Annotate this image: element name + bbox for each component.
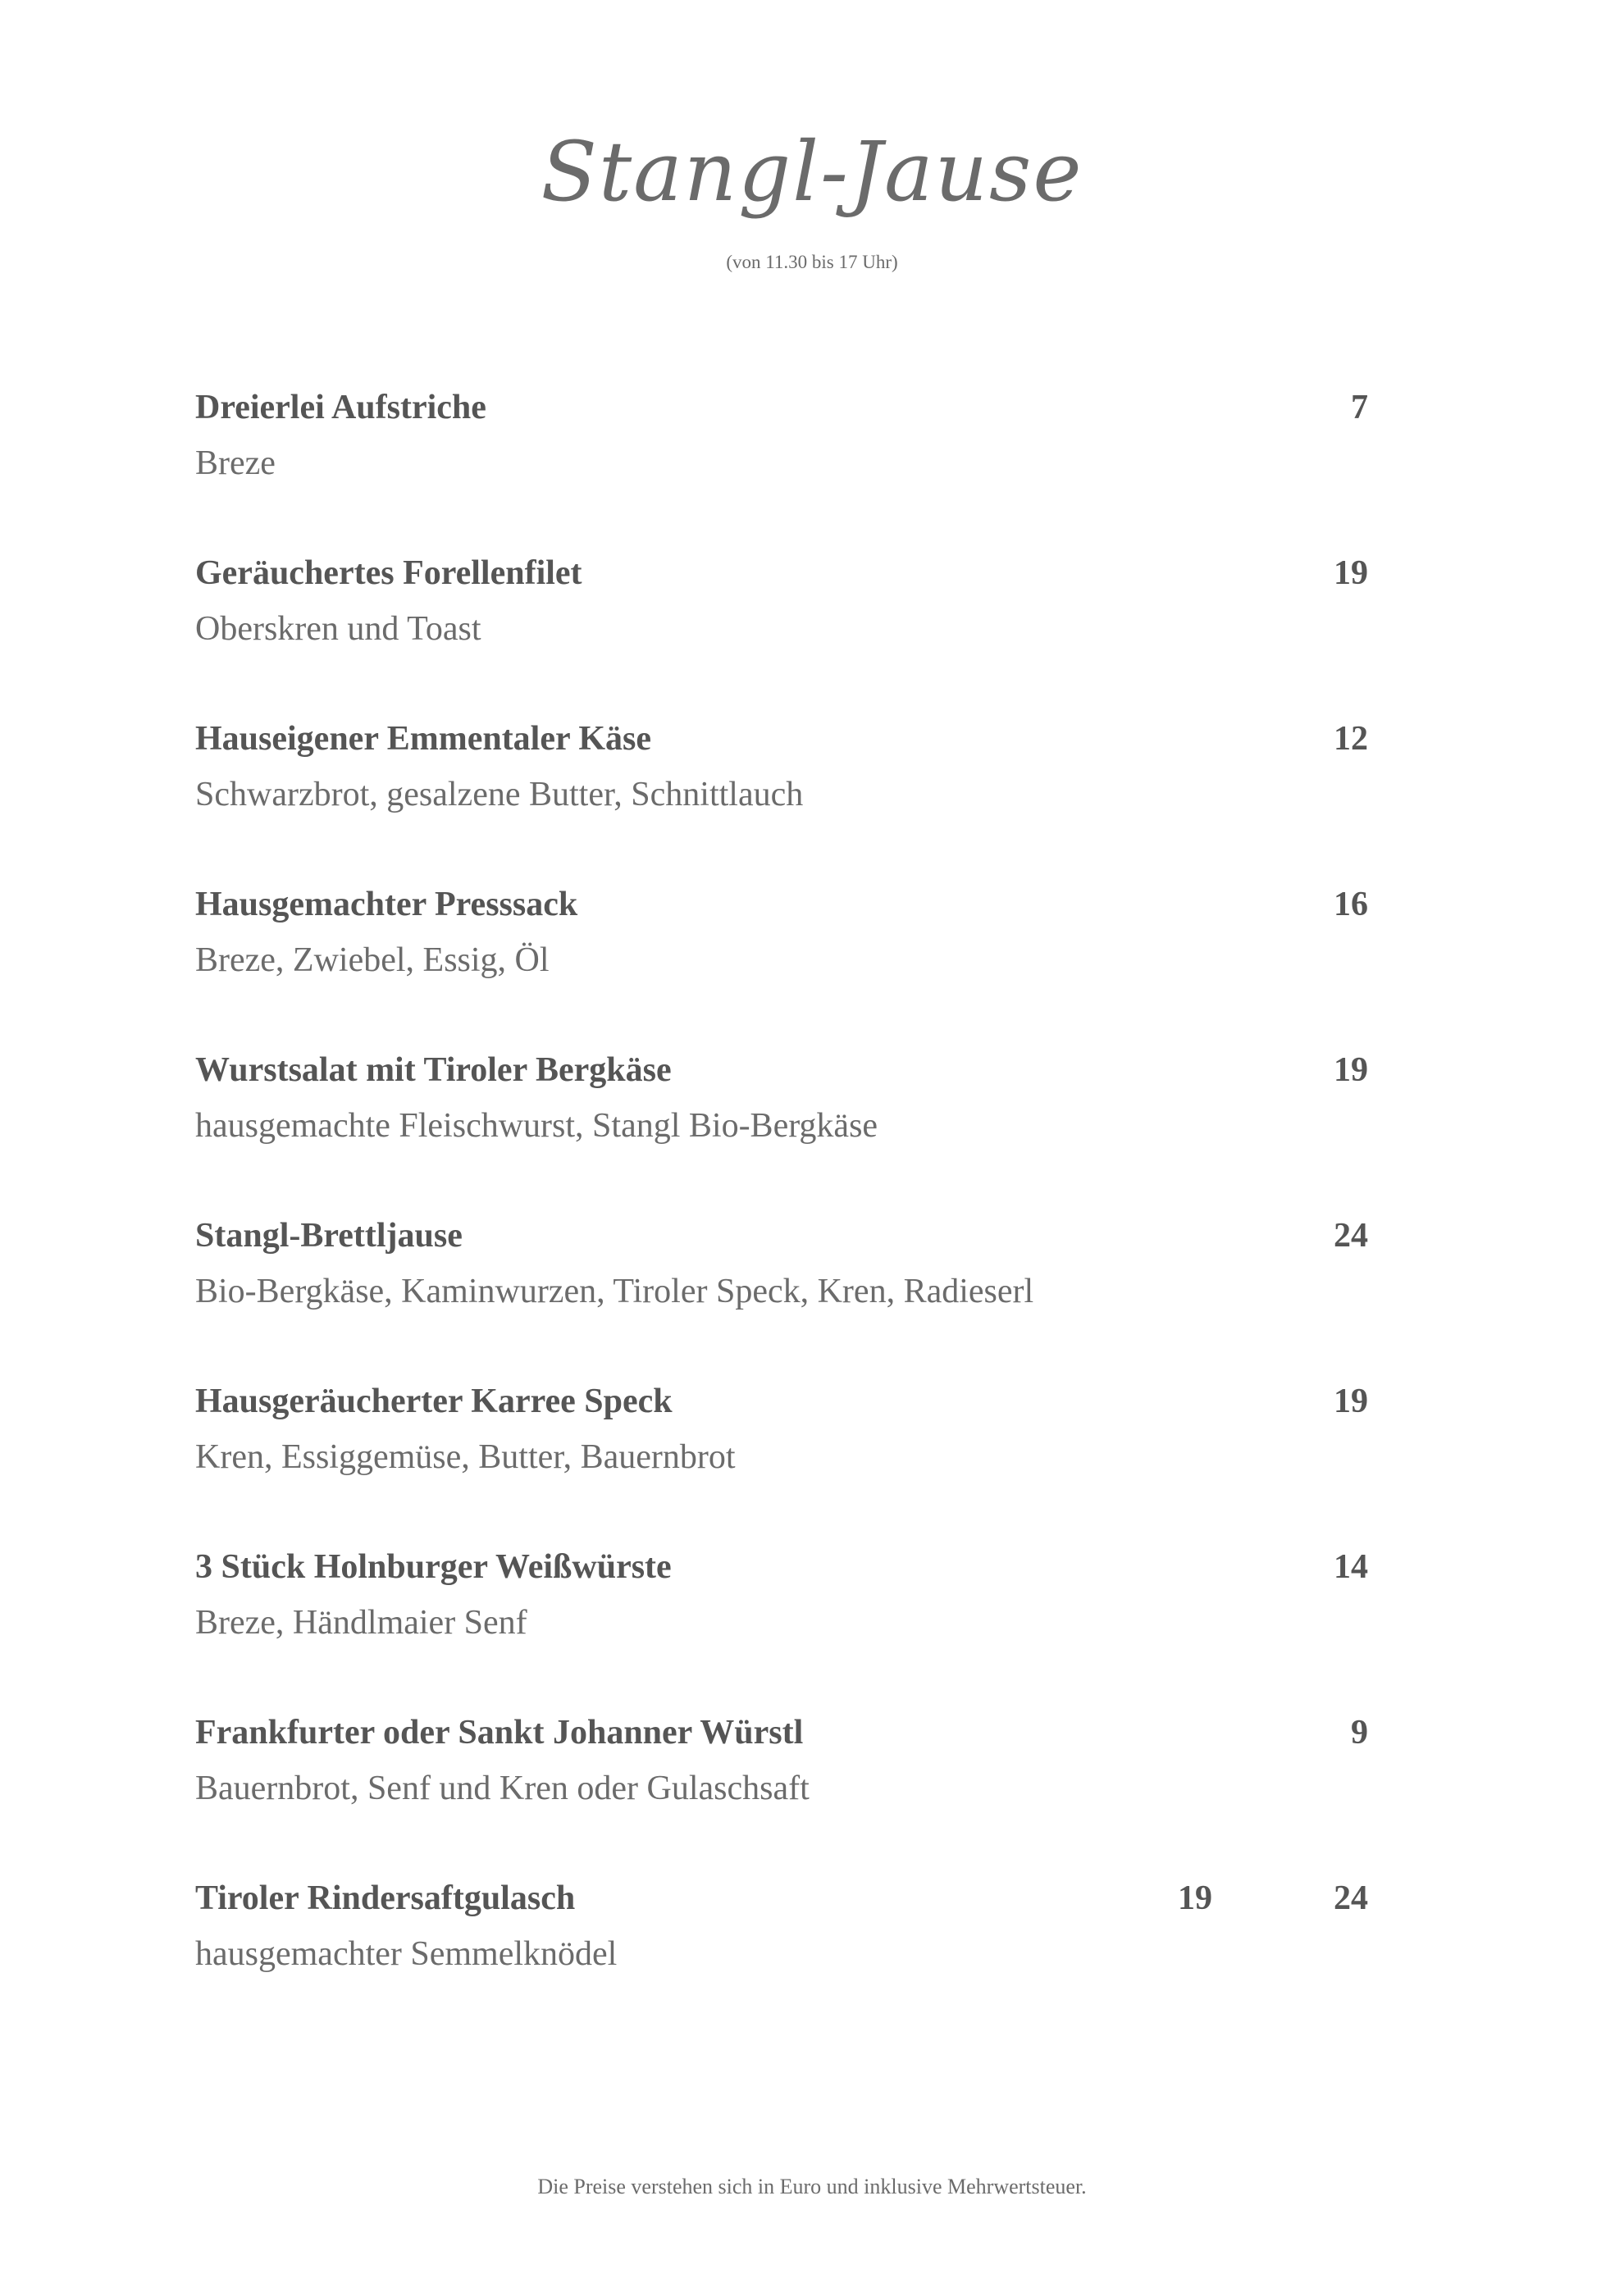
menu-item [195,710,1368,876]
menu-item-name: Frankfurter oder Sankt Johanner Würstl [195,1714,804,1752]
menu-item-name: Hausgeräucherter Karree Speck [195,1383,673,1420]
menu-list [195,379,1368,2035]
menu-item [195,1538,1368,1704]
menu-item [195,1041,1368,1207]
menu-item-price: 14 [1334,1548,1368,1586]
menu-item-price-small: 19 [1178,1879,1212,1917]
menu-item [195,876,1368,1041]
menu-item-description: Bio-Bergkäse, Kaminwurzen, Tiroler Speck, Kren, Radieserl [195,1273,1034,1310]
menu-item-description: Bauernbrot, Senf und Kren oder Gulaschsaft [195,1770,810,1807]
menu-item [195,1207,1368,1373]
menu-item-description: Breze, Händlmaier Senf [195,1604,527,1642]
menu-item-name: Wurstsalat mit Tiroler Bergkäse [195,1051,672,1089]
price-note: Die Preise verstehen sich in Euro und inklusive Mehrwertsteuer. [537,2175,1087,2198]
menu-item-price: 24 [1334,1217,1368,1255]
menu-item-name: Hauseigener Emmentaler Käse [195,720,652,758]
menu-item-description: Breze, Zwiebel, Essig, Öl [195,941,550,979]
menu-title: Stangl-Jause [541,124,1083,220]
menu-item-description: Breze [195,444,276,482]
menu-item-description: hausgemachter Semmelknödel [195,1935,618,1973]
menu-item [195,1870,1368,2035]
menu-item [195,379,1368,544]
menu-item-price: 19 [1334,1051,1368,1089]
menu-item-price: 9 [1351,1714,1368,1752]
menu-item-name: Dreierlei Aufstriche [195,389,486,426]
menu-item [195,544,1368,710]
menu-item-name: Tiroler Rindersaftgulasch [195,1879,576,1917]
menu-item-description: Oberskren und Toast [195,610,481,648]
menu-item-name: 3 Stück Holnburger Weißwürste [195,1548,672,1586]
menu-item-description: Kren, Essiggemüse, Butter, Bauernbrot [195,1438,736,1476]
menu-item-price: 7 [1351,389,1368,426]
menu-item [195,1704,1368,1870]
menu-item-name: Hausgemachter Presssack [195,886,578,923]
menu-item-name: Stangl-Brettljause [195,1217,463,1255]
menu-item-name: Geräuchertes Forellenfilet [195,554,582,592]
menu-item-price: 19 [1334,1383,1368,1420]
menu-item-price: 19 [1334,554,1368,592]
menu-item-description: hausgemachte Fleischwurst, Stangl Bio-Bergkäse [195,1107,878,1145]
serving-hours: (von 11.30 bis 17 Uhr) [726,252,898,272]
menu-item-description: Schwarzbrot, gesalzene Butter, Schnittlauch [195,776,804,813]
menu-item-price: 16 [1334,886,1368,923]
menu-item-price: 12 [1334,720,1368,758]
menu-item-price-large: 24 [1334,1879,1368,1917]
menu-item [195,1373,1368,1538]
